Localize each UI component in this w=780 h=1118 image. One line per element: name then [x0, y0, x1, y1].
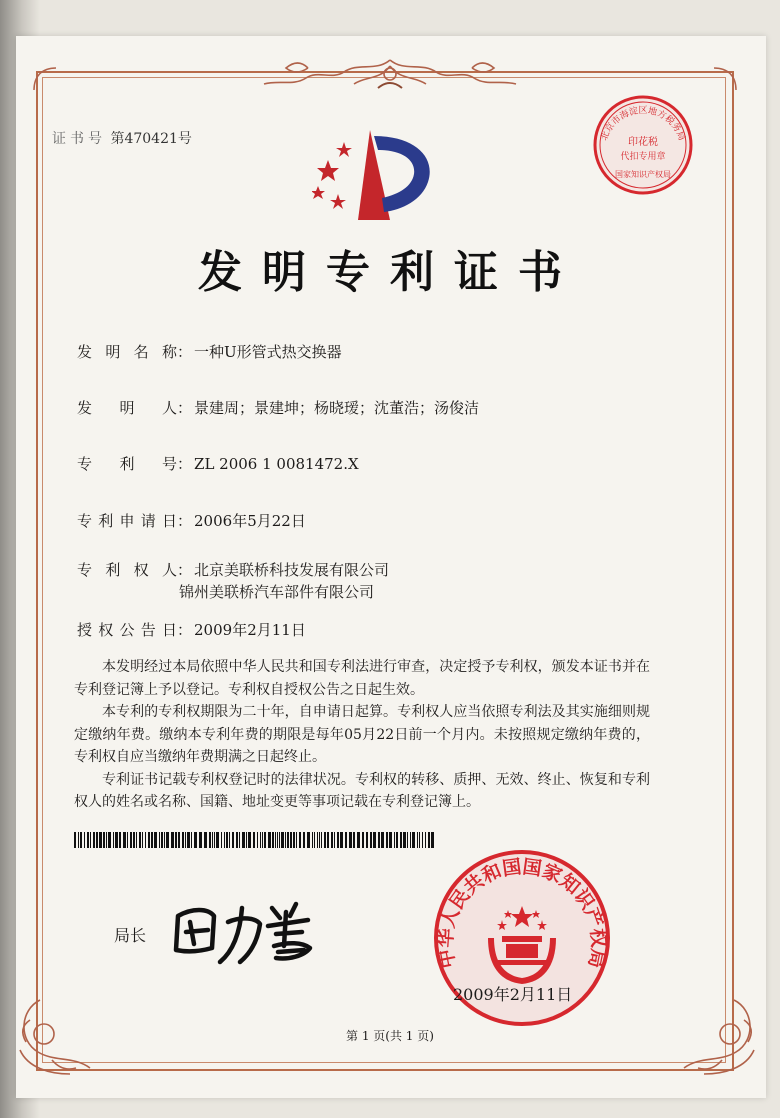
grant-date-row: 授权公告日： 2009年2月11日	[77, 621, 306, 639]
barcode-bar	[78, 832, 79, 848]
barcode-bar	[272, 832, 274, 848]
barcode-bar	[136, 832, 137, 848]
barcode-bar	[422, 832, 423, 848]
barcode-bar	[296, 832, 297, 848]
grant-date-value: 2009年2月11日	[194, 621, 306, 639]
tax-seal-ring-text: 北京市海淀区地方税务局	[599, 106, 687, 143]
patentee-label: 专利权人	[77, 561, 177, 579]
barcode-bar	[214, 832, 215, 848]
barcode-bar	[113, 832, 114, 848]
patentee-value-1: 北京美联桥科技发展有限公司	[194, 561, 390, 579]
director-label: 局长	[114, 926, 147, 945]
barcode-bar	[357, 832, 360, 848]
barcode-bar	[345, 832, 347, 848]
barcode-bar	[130, 832, 132, 848]
patent-office-emblem-icon	[312, 128, 442, 228]
barcode-bar	[161, 832, 163, 848]
barcode-bar	[142, 832, 143, 848]
invention-name-value: 一种U形管式热交换器	[194, 343, 342, 361]
barcode-bar	[378, 832, 380, 848]
top-left-corner-ornament	[30, 64, 60, 94]
certificate-number-label: 证书号	[52, 131, 106, 147]
barcode-bar	[229, 832, 230, 848]
barcode-bar	[253, 832, 255, 848]
barcode-bar	[277, 832, 278, 848]
barcode-bar	[80, 832, 82, 848]
patentee-row: 专利权人： 北京美联桥科技发展有限公司 锦州美联桥汽车部件有限公司	[77, 561, 390, 601]
barcode-bar	[232, 832, 234, 848]
barcode-bar	[164, 832, 165, 848]
barcode-bar	[386, 832, 388, 848]
barcode-bar	[319, 832, 320, 848]
barcode-bar	[262, 832, 263, 848]
body-paragraph-1: 本发明经过本局依照中华人民共和国专利法进行审查，决定授予专利权，颁发本证书并在专利登记簿上予以登记。专利权自授权公告之日起生效。	[74, 659, 650, 698]
barcode-bar	[216, 832, 219, 848]
barcode-bar	[264, 832, 266, 848]
barcode-bar	[209, 832, 211, 848]
barcode-bar	[317, 832, 318, 848]
barcode-bar	[194, 832, 197, 848]
barcode-bar	[154, 832, 157, 848]
certificate-body	[74, 656, 650, 814]
barcode-bar	[290, 832, 292, 848]
tax-seal-bottom: 国家知识产权局	[615, 170, 671, 179]
barcode-bar	[199, 832, 202, 848]
certificate-title: 发明专利证书	[198, 247, 582, 298]
barcode-bar	[212, 832, 213, 848]
barcode-bar	[133, 832, 135, 848]
issue-date: 2009年2月11日	[453, 985, 573, 1004]
barcode-bar	[106, 832, 107, 848]
barcode-bar	[281, 832, 284, 848]
barcode-bar	[145, 832, 146, 848]
barcode-bar	[108, 832, 111, 848]
barcode-bar	[87, 832, 89, 848]
barcode-bar	[242, 832, 245, 848]
barcode-bar	[171, 832, 174, 848]
barcode-bar	[187, 832, 190, 848]
barcode-bar	[366, 832, 368, 848]
certificate-number-value: 第470421号	[110, 131, 192, 147]
barcode-bar	[337, 832, 339, 848]
barcode-bar	[425, 832, 426, 848]
barcode-bar	[99, 832, 102, 848]
barcode-bar	[275, 832, 276, 848]
barcode-bar	[178, 832, 180, 848]
seal-ring-text: 中华人民共和国国家知识产权局	[434, 855, 610, 971]
barcode-bar	[159, 832, 160, 848]
top-ornament	[248, 54, 532, 94]
tax-seal-center-2: 代扣专用章	[620, 152, 666, 162]
barcode-bar	[226, 832, 228, 848]
barcode-bar	[84, 832, 85, 848]
page-number: 第 1 页(共 1 页)	[346, 1029, 434, 1043]
barcode-bar	[182, 832, 184, 848]
barcode-bar	[287, 832, 289, 848]
barcode-bar	[362, 832, 364, 848]
barcode-bar	[403, 832, 406, 848]
barcode-bar	[410, 832, 411, 848]
tax-seal-center-1: 印花税	[628, 137, 658, 148]
barcode-bar	[324, 832, 326, 848]
inventors-value: 景建周；景建坤；杨晓瑷；沈董浩；汤俊洁	[194, 399, 480, 417]
barcode-bar	[373, 832, 376, 848]
barcode-bar	[307, 832, 310, 848]
barcode-bar	[389, 832, 392, 848]
patentee-value-2: 锦州美联桥汽车部件有限公司	[179, 583, 375, 601]
barcode-bar	[381, 832, 384, 848]
filing-date-label: 专利申请日	[77, 512, 177, 530]
top-right-corner-ornament	[710, 64, 740, 94]
patent-number-value: ZL 2006 1 0081472.X	[194, 455, 359, 473]
barcode-bar	[127, 832, 128, 848]
barcode-bar	[396, 832, 398, 848]
barcode-bar	[321, 832, 322, 848]
tax-stamp-seal	[591, 93, 695, 197]
barcode-bar	[119, 832, 121, 848]
inventors-row: 发明人： 景建周；景建坤；杨晓瑷；沈董浩；汤俊洁	[77, 399, 480, 417]
barcode-bar	[331, 832, 333, 848]
barcode-bar	[148, 832, 150, 848]
patent-number-row: 专利号： ZL 2006 1 0081472.X	[77, 455, 359, 473]
barcode-bar	[431, 832, 434, 848]
barcode-bar	[407, 832, 408, 848]
barcode-bar	[139, 832, 141, 848]
barcode-bar	[257, 832, 258, 848]
barcode-bar	[268, 832, 271, 848]
barcode-bar	[303, 832, 305, 848]
barcode-bar	[400, 832, 402, 848]
barcode-bar	[93, 832, 95, 848]
barcode-bar	[185, 832, 186, 848]
barcode-bar	[166, 832, 169, 848]
patent-number-label: 专利号	[77, 455, 177, 473]
barcode-bar	[74, 832, 76, 848]
barcode-bar	[151, 832, 153, 848]
barcode-bar	[312, 832, 313, 848]
grant-date-label: 授权公告日	[77, 621, 177, 639]
barcode-bar	[260, 832, 261, 848]
filing-date-value: 2006年5月22日	[194, 512, 306, 530]
barcode-bar	[394, 832, 395, 848]
barcode-bar	[293, 832, 295, 848]
barcode-bar	[353, 832, 355, 848]
barcode-bar	[123, 832, 126, 848]
barcode-bar	[90, 832, 91, 848]
barcode-bar	[279, 832, 280, 848]
barcode-bar	[314, 832, 315, 848]
barcode-bar	[191, 832, 192, 848]
barcode-bar	[349, 832, 352, 848]
barcode	[74, 832, 434, 848]
inventors-label: 发明人	[77, 399, 177, 417]
barcode-bar	[417, 832, 418, 848]
barcode-bar	[412, 832, 415, 848]
barcode-bar	[103, 832, 105, 848]
barcode-bar	[221, 832, 222, 848]
barcode-bar	[224, 832, 225, 848]
barcode-bar	[428, 832, 430, 848]
invention-name-row: 发明名称： 一种U形管式热交换器	[77, 343, 342, 361]
barcode-bar	[419, 832, 420, 848]
barcode-bar	[248, 832, 251, 848]
barcode-bar	[285, 832, 286, 848]
barcode-bar	[239, 832, 240, 848]
barcode-bar	[175, 832, 177, 848]
certificate-number	[52, 128, 192, 148]
filing-date-row: 专利申请日： 2006年5月22日	[77, 512, 306, 530]
barcode-bar	[327, 832, 329, 848]
invention-name-label: 发明名称	[77, 343, 177, 361]
barcode-bar	[340, 832, 343, 848]
barcode-bar	[299, 832, 301, 848]
barcode-bar	[246, 832, 247, 848]
barcode-bar	[115, 832, 118, 848]
body-paragraph-3: 专利证书记载专利权登记时的法律状况。专利权的转移、质押、无效、终止、恢复和专利权人的姓名或名称、国籍、地址变更等事项记载在专利登记簿上。	[74, 771, 650, 810]
barcode-bar	[334, 832, 335, 848]
barcode-bar	[96, 832, 98, 848]
barcode-bar	[370, 832, 372, 848]
barcode-bar	[204, 832, 207, 848]
director-signature	[168, 886, 328, 970]
barcode-bar	[236, 832, 238, 848]
body-paragraph-2: 本专利的专利权期限为二十年，自申请日起算。专利权人应当依照专利法及其实施细则规定缴纳年费。缴纳本专利年费的期限是每年05月22日前一个月内。未按照规定缴纳年费的，专利权自应当缴纳年费期满之日起终止。	[74, 704, 650, 765]
